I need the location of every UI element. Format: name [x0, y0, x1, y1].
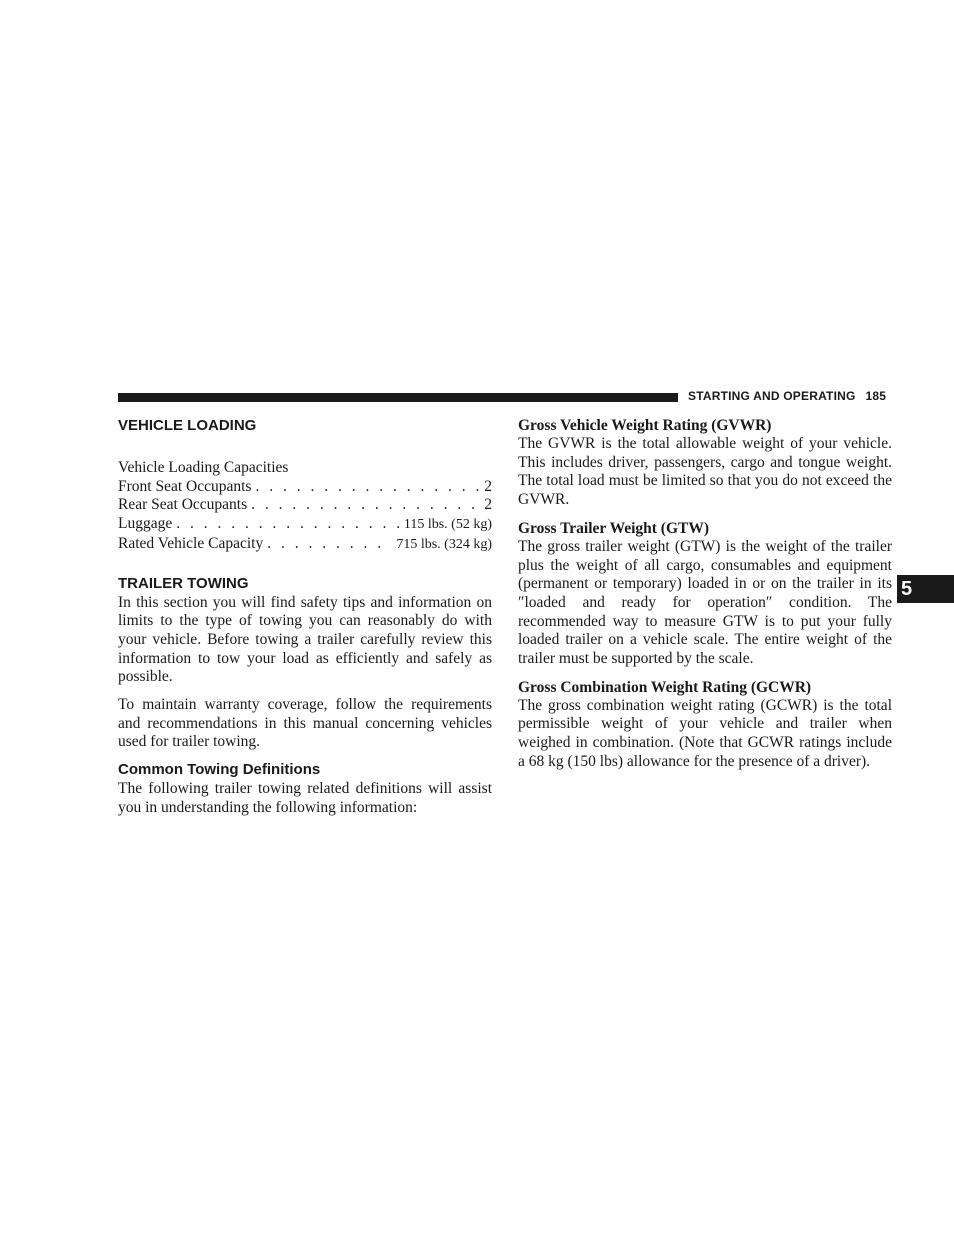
- gvwr-heading: Gross Vehicle Weight Rating (GVWR): [518, 417, 772, 434]
- gvwr-paragraph: The GVWR is the total allowable weight of your vehicle. This includes driver, passengers, cargo and tongue weight. The total load must be limited so that you do not exceed the GVWR.: [518, 435, 892, 509]
- gcwr-heading: Gross Combination Weight Rating (GCWR): [518, 678, 812, 696]
- right-column: [518, 416, 892, 772]
- leader-dots: [176, 515, 400, 534]
- capacity-value: 2: [484, 477, 492, 495]
- capacity-value: 715 lbs. (324 kg): [396, 536, 492, 552]
- capacity-row: [118, 478, 492, 497]
- section-title: STARTING AND OPERATING: [688, 389, 856, 403]
- capacity-value: 2: [484, 496, 492, 514]
- warranty-paragraph: To maintain warranty coverage, follow the requirements and recommendations in this manual concerning vehicles used for trailer towing.: [118, 696, 492, 751]
- leader-dots: [251, 496, 480, 515]
- header-rule: [118, 393, 678, 402]
- chapter-tab: 5: [897, 575, 954, 603]
- gtw-heading: Gross Trailer Weight (GTW): [518, 519, 710, 537]
- common-definitions-paragraph: The following trailer towing related definitions will assist you in understanding the following information:: [118, 780, 492, 816]
- trailer-towing-paragraph: In this section you will find safety tips and information on limits to the type of towing you can reasonably do with your vehicle. Before towing a trailer carefully review this information to tow your load as efficiently and safely as possible.: [118, 593, 492, 686]
- capacities-title: Vehicle Loading Capacities: [118, 459, 289, 476]
- trailer-towing-heading: TRAILER TOWING: [118, 574, 249, 592]
- capacity-label: Rear Seat Occupants: [118, 496, 248, 514]
- gcwr-paragraph: The gross combination weight rating (GCWR) is the total permissible weight of your vehicle and trailer when weighed in combination. (Note that GCWR ratings include a 68 kg (150 lbs) allowance for the presence of a driver).: [518, 696, 892, 770]
- page-number: 185: [865, 389, 887, 403]
- capacity-row: [118, 496, 492, 515]
- leader-dots: [255, 478, 480, 497]
- common-definitions-heading: Common Towing Definitions: [118, 761, 321, 779]
- capacity-label: Rated Vehicle Capacity: [118, 534, 264, 552]
- capacity-label: Front Seat Occupants: [118, 477, 252, 495]
- running-header: [688, 389, 886, 403]
- left-column: [118, 416, 492, 818]
- capacity-row: [118, 515, 492, 535]
- capacity-value: 115 lbs. (52 kg): [403, 517, 492, 533]
- gtw-paragraph: The gross trailer weight (GTW) is the weight of the trailer plus the weight of all cargo, consumables and equipment (permanent or temporary) loaded in or on the trailer in its ″loaded and ready for operation″ condition. The recommended way to measure GTW is to put your fully loaded trailer on a vehicle scale. The entire weight of the trailer must be supported by the scale.: [518, 537, 892, 668]
- leader-dots: [267, 535, 392, 554]
- vehicle-loading-heading: VEHICLE LOADING: [118, 417, 257, 434]
- capacity-row: [118, 535, 492, 555]
- capacity-label: Luggage: [118, 515, 173, 533]
